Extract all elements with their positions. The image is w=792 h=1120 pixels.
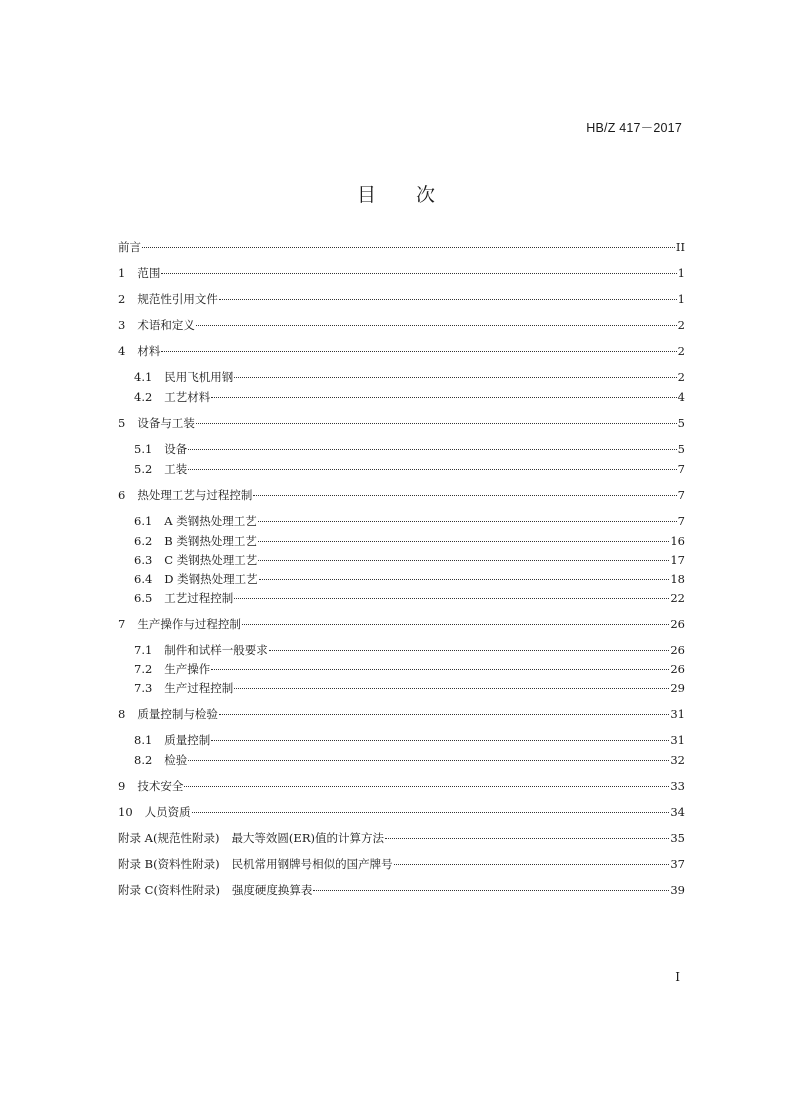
toc-entry-page: 2	[677, 370, 685, 384]
toc-dot-leader	[259, 579, 670, 580]
toc-entry-page: 33	[670, 779, 685, 793]
toc-entry-page: 35	[670, 831, 685, 845]
toc-dot-leader	[211, 669, 669, 670]
toc-entry-page: II	[675, 240, 685, 254]
toc-entry-label: 工艺过程控制	[164, 591, 234, 605]
toc-entry-number: 3	[118, 318, 126, 332]
toc-entry-page: 5	[677, 442, 685, 456]
toc-entry-number: 7	[118, 617, 126, 631]
toc-entry-number: 8.1	[134, 733, 153, 747]
toc-entry[interactable]	[134, 589, 685, 607]
toc-dot-leader	[196, 325, 677, 326]
toc-entry-label: 强度硬度换算表	[231, 883, 313, 897]
toc-entry-label: B 类钢热处理工艺	[164, 534, 257, 548]
toc-entry[interactable]	[118, 316, 685, 334]
toc-entry-number: 2	[118, 292, 126, 306]
toc-entry[interactable]	[118, 486, 685, 504]
toc-entry-number: 6.2	[134, 534, 153, 548]
toc-entry-number: 6.1	[134, 514, 153, 528]
toc-entry-label: 工装	[164, 462, 188, 476]
toc-entry[interactable]	[118, 290, 685, 308]
toc-entry-number: 8	[118, 707, 126, 721]
toc-entry[interactable]	[118, 264, 685, 282]
toc-dot-leader	[234, 688, 669, 689]
toc-entry-page: 39	[670, 883, 685, 897]
toc-entry-number: 7.3	[134, 681, 153, 695]
toc-entry-label: 前言	[118, 240, 141, 254]
toc-entry-number: 6	[118, 488, 126, 502]
toc-dot-leader	[211, 397, 676, 398]
toc-entry[interactable]	[118, 777, 685, 795]
toc-entry-number: 6.5	[134, 591, 153, 605]
toc-entry-page: 26	[670, 617, 685, 631]
toc-entry-page: 16	[670, 534, 685, 548]
toc-entry-number: 10	[118, 805, 133, 819]
document-code: HB/Z 417－2017	[586, 121, 682, 135]
toc-entry-page: 4	[677, 390, 685, 404]
toc-dot-leader	[188, 449, 676, 450]
toc-entry-page: 1	[677, 266, 685, 280]
toc-entry[interactable]	[134, 532, 685, 550]
toc-entry-page: 2	[677, 318, 685, 332]
toc-entry-label: 设备	[164, 442, 188, 456]
toc-entry-number: 9	[118, 779, 126, 793]
toc-entry[interactable]	[134, 512, 685, 530]
toc-dot-leader	[196, 423, 677, 424]
toc-entry-label: C 类钢热处理工艺	[164, 553, 258, 567]
page-title: 目次	[356, 184, 475, 206]
toc-entry[interactable]	[134, 751, 685, 769]
toc-entry-number: 附录 C(资料性附录)	[118, 883, 220, 897]
toc-entry-number: 5	[118, 416, 126, 430]
toc-entry-page: 18	[670, 572, 685, 586]
toc-entry[interactable]	[118, 705, 685, 723]
toc-entry-label: 生产操作	[164, 662, 211, 676]
toc-entry-label: 生产过程控制	[164, 681, 234, 695]
toc-entry-label: D 类钢热处理工艺	[164, 572, 258, 586]
toc-entry[interactable]	[118, 881, 685, 899]
toc-entry-label: 民用飞机用钢	[164, 370, 234, 384]
toc-entry-page: 31	[670, 707, 685, 721]
toc-dot-leader	[242, 624, 670, 625]
toc-dot-leader	[184, 786, 669, 787]
toc-entry-label: 质量控制与检验	[137, 707, 218, 721]
toc-entry-label: 生产操作与过程控制	[137, 617, 241, 631]
toc-entry-page: 22	[670, 591, 685, 605]
toc-entry-page: 32	[670, 753, 685, 767]
toc-entry-label: 民机常用钢牌号相似的国产牌号	[231, 857, 393, 871]
toc-entry-page: 5	[677, 416, 685, 430]
toc-entry-number: 1	[118, 266, 126, 280]
toc-entry-label: 质量控制	[164, 733, 211, 747]
toc-entry-label: 设备与工装	[137, 416, 195, 430]
toc-dot-leader	[211, 740, 669, 741]
toc-dot-leader	[258, 541, 669, 542]
toc-dot-leader	[219, 299, 677, 300]
toc-dot-leader	[188, 469, 676, 470]
toc-entry[interactable]	[134, 460, 685, 478]
toc-entry[interactable]	[118, 342, 685, 360]
toc-entry-page: 26	[670, 662, 685, 676]
toc-dot-leader	[219, 714, 670, 715]
toc-entry-number: 6.4	[134, 572, 153, 586]
toc-entry-label: 工艺材料	[164, 390, 211, 404]
toc-entry-number: 7.2	[134, 662, 153, 676]
toc-entry[interactable]	[134, 440, 685, 458]
toc-entry-page: 31	[670, 733, 685, 747]
toc-entry[interactable]	[118, 829, 685, 847]
toc-dot-leader	[234, 598, 669, 599]
toc-entry-page: 17	[670, 553, 685, 567]
toc-entry-number: 附录 A(规范性附录)	[118, 831, 220, 845]
toc-entry-label: 材料	[137, 344, 161, 358]
toc-entry[interactable]	[118, 615, 685, 633]
toc-entry-number: 7.1	[134, 643, 153, 657]
toc-entry-number: 4	[118, 344, 126, 358]
toc-entry-number: 附录 B(资料性附录)	[118, 857, 220, 871]
toc-entry-number: 6.3	[134, 553, 153, 567]
toc-entry-page: 26	[670, 643, 685, 657]
toc-entry-label: 最大等效圆(ER)值的计算方法	[231, 831, 384, 845]
toc-entry-label: 人员资质	[144, 805, 191, 819]
toc-dot-leader	[192, 812, 670, 813]
toc-entry[interactable]	[134, 660, 685, 678]
toc-entry[interactable]	[118, 803, 685, 821]
toc-entry-page: 2	[677, 344, 685, 358]
toc-entry-label: 术语和定义	[137, 318, 195, 332]
toc-dot-leader	[258, 521, 677, 522]
toc-entry-page: 34	[670, 805, 685, 819]
toc-dot-leader	[258, 560, 669, 561]
toc-dot-leader	[394, 864, 670, 865]
toc-dot-leader	[142, 247, 675, 248]
toc-entry[interactable]	[118, 238, 685, 256]
toc-entry[interactable]	[134, 388, 685, 406]
toc-entry-page: 37	[670, 857, 685, 871]
toc-entry[interactable]	[134, 368, 685, 386]
toc-entry-number: 4.2	[134, 390, 153, 404]
toc-entry-number: 5.2	[134, 462, 153, 476]
toc-entry-page: 1	[677, 292, 685, 306]
toc-entry[interactable]	[118, 414, 685, 432]
toc-dot-leader	[161, 351, 676, 352]
toc-dot-leader	[161, 273, 676, 274]
toc-entry-label: 范围	[137, 266, 161, 280]
toc-entry-label: A 类钢热处理工艺	[164, 514, 257, 528]
toc-dot-leader	[269, 650, 670, 651]
toc-dot-leader	[188, 760, 669, 761]
toc-entry-label: 热处理工艺与过程控制	[137, 488, 253, 502]
toc-entry-page: 7	[677, 462, 685, 476]
toc-entry-label: 技术安全	[137, 779, 184, 793]
footer-page-number: I	[675, 970, 680, 984]
toc-entry-number: 4.1	[134, 370, 153, 384]
toc-entry[interactable]	[134, 551, 685, 569]
toc-dot-leader	[385, 838, 669, 839]
toc-dot-leader	[253, 495, 676, 496]
toc-entry[interactable]	[134, 570, 685, 588]
toc-entry[interactable]	[134, 731, 685, 749]
toc-entry-page: 7	[677, 488, 685, 502]
toc-entry[interactable]	[134, 679, 685, 697]
toc-dot-leader	[313, 890, 669, 891]
toc-entry-label: 检验	[164, 753, 188, 767]
toc-entry[interactable]	[118, 855, 685, 873]
toc-dot-leader	[234, 377, 676, 378]
toc-entry-page: 7	[677, 514, 685, 528]
toc-entry-label: 制件和试样一般要求	[164, 643, 268, 657]
toc-entry[interactable]	[134, 641, 685, 659]
toc-entry-number: 8.2	[134, 753, 153, 767]
toc-entry-number: 5.1	[134, 442, 153, 456]
toc-entry-label: 规范性引用文件	[137, 292, 218, 306]
toc-entry-page: 29	[670, 681, 685, 695]
